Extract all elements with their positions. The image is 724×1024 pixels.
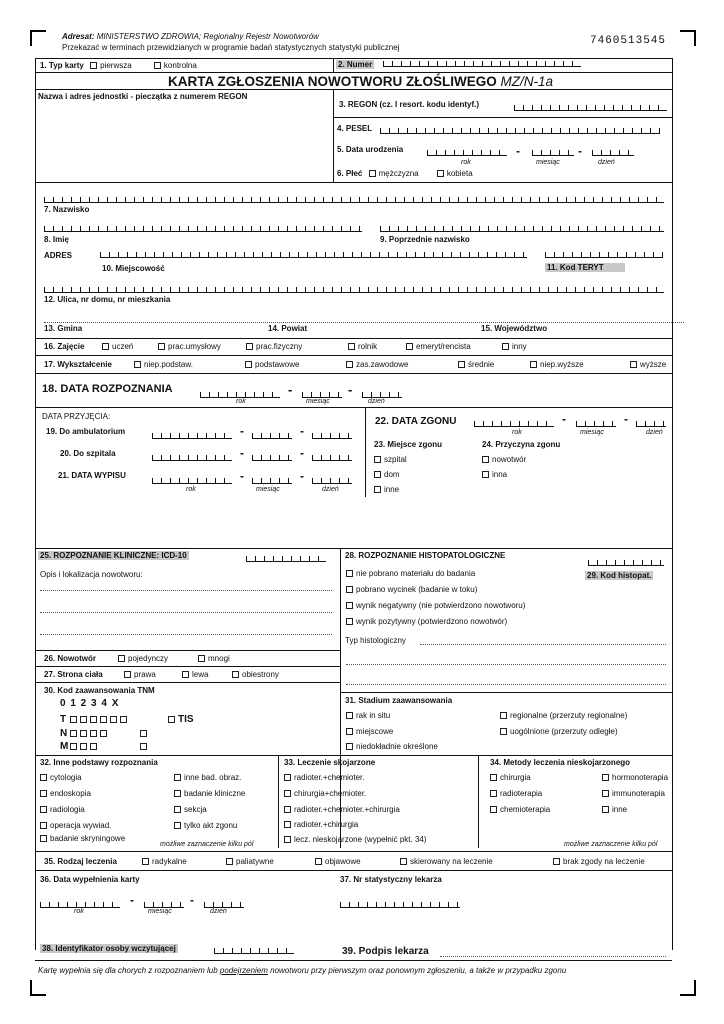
- identyfikator-input[interactable]: [214, 948, 294, 954]
- ulica-input[interactable]: [44, 287, 664, 293]
- miejscowosc-input[interactable]: [100, 252, 527, 258]
- field-23-label: 23. Miejsce zgonu: [374, 440, 443, 449]
- checkbox-rak-in-situ[interactable]: rak in situ: [346, 711, 390, 720]
- corner-mark-bottom-right: [680, 980, 696, 996]
- field-25-label: 25. ROZPOZNANIE KLINICZNE: ICD-10: [40, 551, 187, 560]
- checkbox-cytologia[interactable]: cytologia: [40, 773, 82, 782]
- checkbox-paliatywne[interactable]: paliatywne: [226, 857, 274, 866]
- field-13-gmina-label: 13. Gmina: [44, 324, 83, 333]
- field-18-data-rozpoznania-label: 18. DATA ROZPOZNANIA: [42, 383, 173, 395]
- checkbox-immunoterapia[interactable]: immunoterapia: [602, 789, 665, 798]
- checkbox-radiologia[interactable]: radiologia: [40, 805, 85, 814]
- field-6-plec: 6. Płeć mężczyzna kobieta: [337, 169, 473, 178]
- wypis-year-input[interactable]: [152, 478, 232, 484]
- form-code: MZ/N-1a: [500, 74, 553, 89]
- field-12-ulica-label: 12. Ulica, nr domu, nr mieszkania: [44, 295, 171, 304]
- field-34-label: 34. Metody leczenia nieskojarzonego: [490, 758, 631, 767]
- field-11-teryt-label: 11. Kod TERYT: [545, 263, 625, 272]
- field-22-data-zgonu-label: 22. DATA ZGONU: [375, 416, 457, 427]
- adres-label: ADRES: [44, 251, 73, 260]
- checkbox-chirurgia-chemioter[interactable]: chirurgia+chemioter.: [284, 789, 366, 798]
- field-20-label: 20. Do szpitala: [60, 449, 116, 458]
- corner-mark-top-right: [680, 30, 696, 46]
- footer-note: Kartę wypełnia się dla chorych z rozpoznaniem lub podejrzeniem nowotworu przy pierwszym oraz ponownym zgłoszeniu, a także w przypadku zgonu: [38, 966, 567, 975]
- checkbox-zgon-dom[interactable]: dom: [374, 470, 400, 479]
- checkbox-wynik-pozytywny[interactable]: wynik pozytywny (potwierdzono nowotwór): [346, 617, 507, 626]
- field-10-miejscowosc-label: 10. Miejscowość: [102, 264, 165, 273]
- checkbox-hormonoterapia[interactable]: hormonoterapia: [602, 773, 668, 782]
- poprzednie-nazwisko-input[interactable]: [380, 226, 664, 232]
- form-title: KARTA ZGŁOSZENIA NOWOTWORU ZŁOŚLIWEGO MZ/N-1a: [168, 74, 553, 89]
- checkbox-chemioterapia[interactable]: chemioterapia: [490, 805, 550, 814]
- checkbox-niedokladnie[interactable]: niedokładnie określone: [346, 742, 438, 751]
- corner-mark-bottom-left: [30, 980, 46, 996]
- checkbox-inne-metody[interactable]: inne: [602, 805, 627, 814]
- checkbox-uogolnione[interactable]: uogólnione (przerzuty odległe): [500, 727, 618, 736]
- checkbox-rolnik[interactable]: rolnik: [348, 342, 377, 351]
- ambulatorium-day-input[interactable]: [312, 433, 352, 439]
- checkbox-niep-podstaw[interactable]: niep.podstaw.: [134, 360, 193, 369]
- checkbox-zgon-szpital[interactable]: szpital: [374, 455, 407, 464]
- opis-line-3[interactable]: [40, 634, 332, 635]
- checkbox-chirurgia[interactable]: chirurgia: [490, 773, 531, 782]
- checkbox-srednie[interactable]: średnie: [458, 360, 494, 369]
- field-39-label: 39. Podpis lekarza: [342, 946, 429, 957]
- checkbox-przyczyna-nowotwor[interactable]: nowotwór: [482, 455, 526, 464]
- checkbox-wynik-negatywny[interactable]: wynik negatywny (nie potwierdzono nowotworu): [346, 601, 525, 610]
- data-przyjecia-label: DATA PRZYJĘCIA:: [42, 412, 111, 421]
- checkbox-objawowe[interactable]: objawowe: [315, 857, 361, 866]
- checkbox-podstawowe[interactable]: podstawowe: [245, 360, 299, 369]
- checkbox-radioter-chemioter-chirurgia[interactable]: radioter.+chemioter.+chirurgia: [284, 805, 400, 814]
- checkbox-zas-zawodowe[interactable]: zas.zawodowe: [346, 360, 408, 369]
- wypis-day-input[interactable]: [312, 478, 352, 484]
- checkbox-inne-bad-obraz[interactable]: inne bad. obraz.: [174, 773, 241, 782]
- checkbox-skierowany[interactable]: skierowany na leczenie: [400, 857, 493, 866]
- checkbox-regionalne[interactable]: regionalne (przerzuty regionalne): [500, 711, 627, 720]
- zgon-month-input[interactable]: [576, 421, 616, 427]
- field-31-label: 31. Stadium zaawansowania: [345, 696, 453, 705]
- checkbox-niep-wyzsze[interactable]: niep.wyższe: [530, 360, 584, 369]
- field-26-label: 26. Nowotwór: [44, 654, 97, 663]
- tnm-n-boxes[interactable]: [70, 729, 110, 738]
- checkbox-prac-umyslowy[interactable]: prac.umysłowy: [158, 342, 221, 351]
- field-5-birthdate-label: 5. Data urodzenia: [337, 145, 404, 154]
- adresat-text: MINISTERSTWO ZDROWIA; Regionalny Rejestr Nowotworów: [96, 32, 319, 41]
- field-15-wojewodztwo-label: 15. Województwo: [481, 324, 548, 333]
- ambulatorium-year-input[interactable]: [152, 433, 232, 439]
- zgon-year-input[interactable]: [474, 421, 554, 427]
- checkbox-mezczyzna[interactable]: [369, 170, 376, 177]
- checkbox-tylko-akt-zgonu[interactable]: tylko akt zgonu: [174, 821, 237, 830]
- field-24-label: 24. Przyczyna zgonu: [482, 440, 561, 449]
- form-id: 7460513545: [590, 35, 667, 47]
- checkbox-badanie-kliniczne[interactable]: badanie kliniczne: [174, 789, 245, 798]
- checkbox-mnogi[interactable]: mnogi: [198, 654, 230, 663]
- checkbox-inny[interactable]: inny: [502, 342, 527, 351]
- szpital-year-input[interactable]: [152, 455, 232, 461]
- birth-year-input[interactable]: [427, 150, 507, 156]
- checkbox-radioterapia[interactable]: radioterapia: [490, 789, 542, 798]
- field-7-nazwisko-label: 7. Nazwisko: [44, 205, 90, 214]
- field-21-label: 21. DATA WYPISU: [58, 471, 126, 480]
- checkbox-tis[interactable]: TIS: [168, 714, 194, 725]
- note-32: możliwe zaznaczenie kilku pól: [160, 841, 254, 848]
- checkbox-endoskopia[interactable]: endoskopia: [40, 789, 91, 798]
- checkbox-kobieta[interactable]: [437, 170, 444, 177]
- field-37-label: 37. Nr statystyczny lekarza: [340, 875, 442, 884]
- field-17-wyksztalcenie-label: 17. Wykształcenie: [44, 360, 112, 369]
- field-29-label: 29. Kod histopat.: [587, 571, 652, 580]
- checkbox-sekcja[interactable]: sekcja: [174, 805, 207, 814]
- corner-mark-top-left: [30, 30, 46, 46]
- pesel-input[interactable]: [380, 128, 660, 134]
- field-8-imie-label: 8. Imię: [44, 235, 69, 244]
- field-2-numer-label: 2. Numer: [338, 60, 373, 69]
- checkbox-lecz-nieskojarzone[interactable]: lecz. nieskojarzone (wypełnić pkt. 34): [284, 835, 427, 844]
- regon-input[interactable]: [514, 105, 667, 111]
- checkbox-zgon-inne[interactable]: inne: [374, 485, 399, 494]
- tnm-m-boxes[interactable]: [70, 742, 100, 751]
- field-16-zajecie-label: 16. Zajęcie: [44, 342, 85, 351]
- icd10-input[interactable]: [246, 556, 326, 562]
- birth-day-input[interactable]: [592, 150, 634, 156]
- field-36-label: 36. Data wypełnienia karty: [40, 875, 140, 884]
- field-28-label: 28. ROZPOZNANIE HISTOPATOLOGICZNE: [345, 551, 506, 560]
- checkbox-operacja-wywiad[interactable]: operacja wywiad.: [40, 821, 111, 830]
- szpital-day-input[interactable]: [312, 455, 352, 461]
- field-4-pesel-label: 4. PESEL: [337, 124, 373, 133]
- checkbox-radykalne[interactable]: radykalne: [142, 857, 187, 866]
- field-33-label: 33. Leczenie skojarzone: [284, 758, 376, 767]
- field-19-label: 19. Do ambulatorium: [46, 427, 126, 436]
- ambulatorium-month-input[interactable]: [252, 433, 292, 439]
- typ-histologiczny-label: Typ histologiczny: [345, 636, 406, 645]
- tnm-n-x-box[interactable]: [140, 729, 150, 738]
- field-38-label: 38. Identyfikator osoby wczytującej: [42, 944, 176, 953]
- field-9-poprzednie-label: 9. Poprzednie nazwisko: [380, 235, 470, 244]
- checkbox-radioter-chirurgia[interactable]: radioter.+chirurgia: [284, 820, 358, 829]
- nazwisko-input[interactable]: [44, 197, 664, 203]
- checkbox-kontrolna[interactable]: [154, 62, 161, 69]
- przekazac-text: Przekazać w terminach przewidzianych w programie badań statystycznych statystyki publicznej: [62, 43, 400, 52]
- tnm-digits: 0 1 2 3 4 X: [60, 698, 119, 709]
- adresat-line: Adresat: MINISTERSTWO ZDROWIA; Regionalny Rejestr Nowotworów: [62, 32, 319, 41]
- checkbox-pobrano-wycinek[interactable]: pobrano wycinek (badanie w toku): [346, 585, 477, 594]
- field-1-typ-karty: 1. Typ karty pierwsza kontrolna: [40, 61, 197, 70]
- nr-statystyczny-input[interactable]: [340, 902, 460, 908]
- opis-line-1[interactable]: [40, 590, 332, 591]
- checkbox-pojedynczy[interactable]: pojedynczy: [118, 654, 168, 663]
- checkbox-nie-pobrano[interactable]: nie pobrano materiału do badania: [346, 569, 475, 578]
- podpis-line[interactable]: [440, 956, 666, 957]
- field-27-label: 27. Strona ciała: [44, 670, 103, 679]
- opis-lokalizacji-label: Opis i lokalizacja nowotworu:: [40, 570, 143, 579]
- typ-histologiczny-line-1[interactable]: [420, 644, 666, 645]
- zgon-day-input[interactable]: [636, 421, 666, 427]
- note-34: możliwe zaznaczenie kilku pól: [564, 841, 658, 848]
- tnm-t-boxes[interactable]: [70, 715, 130, 724]
- checkbox-brak-zgody[interactable]: brak zgody na leczenie: [553, 857, 645, 866]
- checkbox-miejscowe[interactable]: miejscowe: [346, 727, 393, 736]
- imie-input[interactable]: [44, 226, 362, 232]
- kod-histopat-input[interactable]: [588, 560, 664, 566]
- field-14-powiat-label: 14. Powiat: [268, 324, 308, 333]
- tnm-m-x-box[interactable]: [140, 742, 150, 751]
- typ-histologiczny-line-3[interactable]: [346, 684, 666, 685]
- typ-histologiczny-line-2[interactable]: [346, 664, 666, 665]
- teryt-input[interactable]: [545, 252, 663, 258]
- field-3-regon-label: 3. REGON (cz. I resort. kodu identyf.): [339, 100, 480, 109]
- checkbox-prawa[interactable]: prawa: [124, 670, 156, 679]
- field-35-label: 35. Rodzaj leczenia: [44, 857, 117, 866]
- checkbox-radioter-chemioter[interactable]: radioter.+chemioter.: [284, 773, 364, 782]
- checkbox-emeryt[interactable]: emeryt/rencista: [406, 342, 471, 351]
- checkbox-lewa[interactable]: lewa: [182, 670, 208, 679]
- unit-label: Nazwa i adres jednostki - pieczątka z numerem REGON: [38, 92, 248, 101]
- checkbox-uczen[interactable]: uczeń: [102, 342, 133, 351]
- checkbox-przyczyna-inna[interactable]: inna: [482, 470, 507, 479]
- szpital-month-input[interactable]: [252, 455, 292, 461]
- checkbox-wyzsze[interactable]: wyższe: [630, 360, 666, 369]
- checkbox-prac-fizyczny[interactable]: prac.fizyczny: [246, 342, 302, 351]
- checkbox-badanie-skryningowe[interactable]: badanie skryningowe: [40, 834, 125, 843]
- birth-month-input[interactable]: [532, 150, 574, 156]
- opis-line-2[interactable]: [40, 612, 332, 613]
- checkbox-obiestrony[interactable]: obiestrony: [232, 670, 279, 679]
- field-32-label: 32. Inne podstawy rozpoznania: [40, 758, 158, 767]
- field-30-label: 30. Kod zaawansowania TNM: [44, 686, 155, 695]
- checkbox-pierwsza[interactable]: [90, 62, 97, 69]
- numer-input[interactable]: [383, 61, 581, 67]
- wypis-month-input[interactable]: [252, 478, 292, 484]
